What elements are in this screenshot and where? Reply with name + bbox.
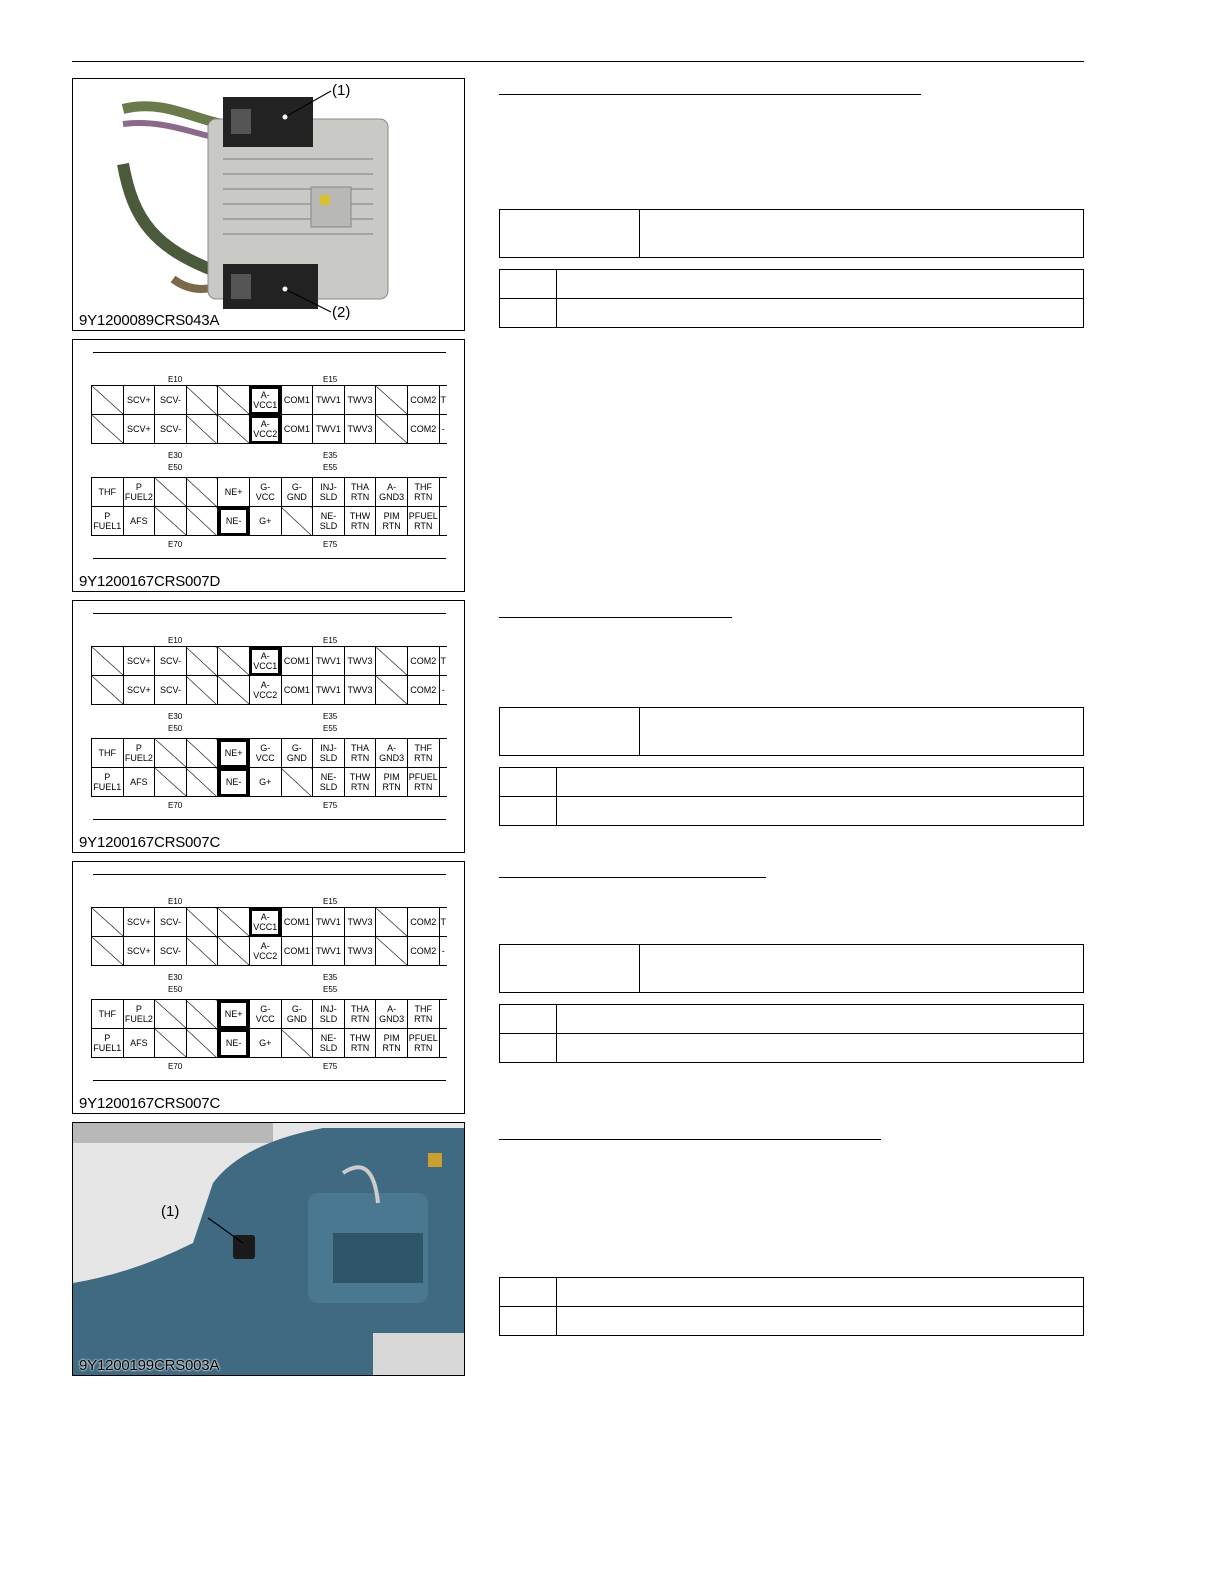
pin-cell: A- GND3 (376, 478, 408, 507)
pin-cell: SCV+ (123, 908, 155, 937)
callout-1: (1) (161, 1203, 180, 1220)
pin-cell: PIM RTN (376, 1029, 408, 1058)
pin-cell (218, 647, 250, 676)
pin-label: E55 (323, 985, 338, 994)
pin-cell: P FUEL1 (92, 1029, 124, 1058)
pin-cell: G+ (249, 768, 281, 797)
pin-cell: NE- (218, 768, 250, 797)
pin-cell (155, 507, 187, 536)
figure-caption: 9Y1200199CRS003A (79, 1357, 220, 1374)
pin-cell (281, 768, 313, 797)
pin-cell: G- VCC (249, 478, 281, 507)
pin-cell (155, 739, 187, 768)
pin-cell: SCV+ (123, 647, 155, 676)
pin-cell (186, 937, 218, 966)
callout-1: (1) (332, 82, 351, 99)
pin-cell: SCV- (155, 647, 187, 676)
pin-cell: P FUEL2 (123, 739, 155, 768)
pin-label: E15 (323, 375, 338, 384)
pin-cell (376, 386, 408, 415)
pin-cell: NE+ (218, 739, 250, 768)
spec-box (499, 209, 1084, 258)
pin-cell: G- GND (281, 739, 313, 768)
figure-caption: 9Y1200167CRS007C (79, 1095, 221, 1112)
pin-cell: TWV3 (344, 415, 376, 444)
pin-label: E75 (323, 801, 338, 810)
pin-cell (92, 386, 124, 415)
pin-cell: T (439, 386, 447, 415)
pin-cell: THA RTN (344, 739, 376, 768)
header-rule (72, 61, 1084, 62)
pin-label: E10 (168, 636, 183, 645)
pin-cell (218, 415, 250, 444)
pin-label: E55 (323, 724, 338, 733)
pin-cell: COM2 (407, 647, 439, 676)
pin-cell: TWV1 (313, 676, 345, 705)
engine-photo-figure (72, 1122, 465, 1376)
pin-label: E50 (168, 463, 183, 472)
pin-cell: TWV1 (313, 386, 345, 415)
pin-cell (439, 1029, 447, 1058)
pin-cell: SCV+ (123, 676, 155, 705)
ecu-photo-figure (72, 78, 465, 331)
spec-box (499, 707, 1084, 756)
pin-cell: COM2 (407, 937, 439, 966)
pin-cell: TWV1 (313, 908, 345, 937)
pin-label: E50 (168, 985, 183, 994)
pin-cell: G- VCC (249, 739, 281, 768)
pin-cell: - (439, 676, 447, 705)
pin-cell: PFUEL RTN (407, 768, 439, 797)
connector-pin-grid (91, 907, 447, 1058)
pin-cell: TWV3 (344, 908, 376, 937)
pin-cell: G- GND (281, 478, 313, 507)
pin-cell: T (439, 908, 447, 937)
pin-cell (439, 739, 447, 768)
pin-cell (186, 415, 218, 444)
pin-cell (186, 386, 218, 415)
pin-cell: THA RTN (344, 1000, 376, 1029)
pin-cell: NE+ (218, 478, 250, 507)
pin-cell (186, 1029, 218, 1058)
pin-cell: - (439, 415, 447, 444)
pin-cell: NE- (218, 1029, 250, 1058)
pin-cell: A- VCC2 (249, 937, 281, 966)
spec-box (499, 944, 1084, 993)
pin-cell: A- GND3 (376, 1000, 408, 1029)
result-table (499, 269, 1084, 328)
pin-label: E30 (168, 451, 183, 460)
pin-cell (218, 386, 250, 415)
pin-cell: SCV- (155, 908, 187, 937)
diagram-rule (93, 352, 446, 353)
pin-cell: TWV3 (344, 937, 376, 966)
connector-pin-grid (91, 385, 447, 536)
pin-cell: COM1 (281, 647, 313, 676)
pin-cell: INJ- SLD (313, 1000, 345, 1029)
pin-cell (92, 415, 124, 444)
pin-cell: THF RTN (407, 1000, 439, 1029)
pin-cell: A- VCC1 (249, 908, 281, 937)
figure-caption: 9Y1200089CRS043A (79, 312, 220, 329)
pin-cell: G+ (249, 1029, 281, 1058)
pin-cell: NE- SLD (313, 1029, 345, 1058)
pin-label: E70 (168, 540, 183, 549)
pin-cell (439, 1000, 447, 1029)
diagram-rule (93, 1080, 446, 1081)
pin-cell: COM2 (407, 386, 439, 415)
pin-cell: THW RTN (344, 1029, 376, 1058)
pin-cell: THF RTN (407, 478, 439, 507)
pin-cell (155, 768, 187, 797)
connector-diagram-3 (72, 861, 465, 1114)
pin-cell (155, 1029, 187, 1058)
pin-cell: SCV+ (123, 937, 155, 966)
pin-cell: PFUEL RTN (407, 1029, 439, 1058)
diagram-rule (93, 558, 446, 559)
pin-cell (186, 1000, 218, 1029)
pin-cell (376, 647, 408, 676)
pin-label: E10 (168, 375, 183, 384)
pin-label: E75 (323, 1062, 338, 1071)
pin-cell: TWV3 (344, 647, 376, 676)
pin-cell (439, 478, 447, 507)
section-heading-rule (499, 617, 732, 618)
pin-cell: INJ- SLD (313, 478, 345, 507)
pin-cell: A- VCC1 (249, 647, 281, 676)
pin-cell: NE- SLD (313, 507, 345, 536)
pin-cell: THF (92, 739, 124, 768)
section-heading-rule (499, 94, 921, 95)
pin-cell: TWV1 (313, 415, 345, 444)
connector-pin-grid (91, 646, 447, 797)
pin-cell: SCV+ (123, 415, 155, 444)
pin-cell: P FUEL1 (92, 768, 124, 797)
pin-cell: COM2 (407, 676, 439, 705)
pin-cell: A- VCC2 (249, 415, 281, 444)
pin-cell: COM1 (281, 386, 313, 415)
pin-cell (155, 478, 187, 507)
pin-cell (218, 676, 250, 705)
pin-cell: AFS (123, 507, 155, 536)
pin-cell: INJ- SLD (313, 739, 345, 768)
pin-cell (186, 647, 218, 676)
pin-label: E75 (323, 540, 338, 549)
pin-cell: AFS (123, 1029, 155, 1058)
pin-cell (376, 937, 408, 966)
engine-photo (73, 1123, 465, 1376)
pin-cell (281, 1029, 313, 1058)
result-table (499, 767, 1084, 826)
pin-cell: P FUEL1 (92, 507, 124, 536)
connector-diagram-2 (72, 600, 465, 853)
pin-cell: THW RTN (344, 507, 376, 536)
pin-cell: SCV+ (123, 386, 155, 415)
pin-label: E70 (168, 1062, 183, 1071)
pin-cell: P FUEL2 (123, 1000, 155, 1029)
pin-label: E50 (168, 724, 183, 733)
pin-cell: SCV- (155, 386, 187, 415)
pin-cell (186, 478, 218, 507)
pin-cell: THF (92, 478, 124, 507)
pin-cell: G+ (249, 507, 281, 536)
pin-cell (439, 768, 447, 797)
pin-cell: PIM RTN (376, 768, 408, 797)
pin-cell: COM1 (281, 415, 313, 444)
pin-cell (281, 507, 313, 536)
pin-cell: SCV- (155, 937, 187, 966)
pin-label: E10 (168, 897, 183, 906)
pin-cell (186, 507, 218, 536)
pin-cell: TWV1 (313, 937, 345, 966)
pin-label: E55 (323, 463, 338, 472)
pin-cell (439, 507, 447, 536)
callout-2: (2) (332, 304, 351, 321)
pin-label: E30 (168, 973, 183, 982)
pin-cell: AFS (123, 768, 155, 797)
pin-cell: TWV3 (344, 676, 376, 705)
result-table (499, 1277, 1084, 1336)
pin-cell (376, 676, 408, 705)
pin-cell: COM1 (281, 676, 313, 705)
pin-cell: - (439, 937, 447, 966)
pin-label: E30 (168, 712, 183, 721)
pin-cell: TWV3 (344, 386, 376, 415)
pin-cell: THW RTN (344, 768, 376, 797)
result-table (499, 1004, 1084, 1063)
figure-caption: 9Y1200167CRS007C (79, 834, 221, 851)
pin-cell (92, 908, 124, 937)
diagram-rule (93, 819, 446, 820)
pin-cell: COM1 (281, 908, 313, 937)
pin-cell: NE+ (218, 1000, 250, 1029)
connector-diagram-1 (72, 339, 465, 592)
pin-cell: T (439, 647, 447, 676)
pin-cell: A- VCC1 (249, 386, 281, 415)
pin-cell: COM2 (407, 415, 439, 444)
pin-cell: SCV- (155, 676, 187, 705)
pin-label: E35 (323, 712, 338, 721)
ecu-photo (73, 79, 465, 331)
pin-cell (218, 908, 250, 937)
pin-cell: NE- SLD (313, 768, 345, 797)
pin-cell: NE- (218, 507, 250, 536)
pin-cell (155, 1000, 187, 1029)
pin-cell (218, 937, 250, 966)
pin-cell (186, 676, 218, 705)
diagram-rule (93, 874, 446, 875)
pin-cell: THA RTN (344, 478, 376, 507)
diagram-rule (93, 613, 446, 614)
section-heading-rule (499, 877, 766, 878)
pin-cell: COM1 (281, 937, 313, 966)
pin-cell: COM2 (407, 908, 439, 937)
pin-label: E35 (323, 451, 338, 460)
pin-cell (186, 908, 218, 937)
figure-caption: 9Y1200167CRS007D (79, 573, 221, 590)
pin-cell: PFUEL RTN (407, 507, 439, 536)
pin-label: E35 (323, 973, 338, 982)
pin-cell: G- VCC (249, 1000, 281, 1029)
pin-cell (376, 415, 408, 444)
pin-cell: THF (92, 1000, 124, 1029)
pin-cell (92, 647, 124, 676)
pin-label: E70 (168, 801, 183, 810)
pin-cell: PIM RTN (376, 507, 408, 536)
section-heading-rule (499, 1139, 881, 1140)
pin-cell (186, 768, 218, 797)
pin-label: E15 (323, 897, 338, 906)
pin-cell: P FUEL2 (123, 478, 155, 507)
pin-cell (92, 937, 124, 966)
pin-label: E15 (323, 636, 338, 645)
pin-cell (186, 739, 218, 768)
pin-cell: A- GND3 (376, 739, 408, 768)
pin-cell: SCV- (155, 415, 187, 444)
pin-cell: A- VCC2 (249, 676, 281, 705)
pin-cell: TWV1 (313, 647, 345, 676)
pin-cell: THF RTN (407, 739, 439, 768)
pin-cell (92, 676, 124, 705)
pin-cell (376, 908, 408, 937)
pin-cell: G- GND (281, 1000, 313, 1029)
